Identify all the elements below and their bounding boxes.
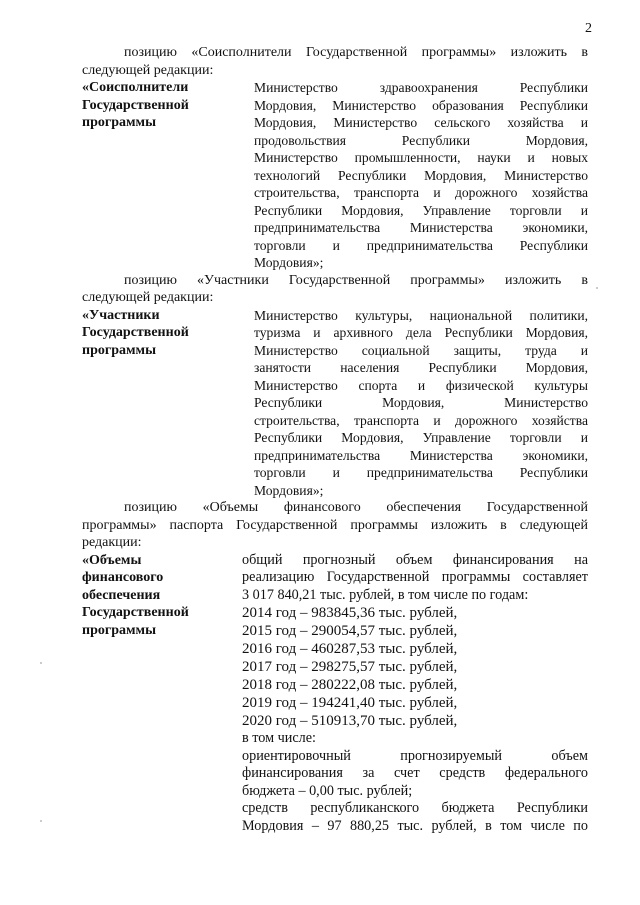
label-line: «Участники: [82, 307, 160, 323]
intro-line: позицию «Объемы финансового обеспечения Государственной: [124, 500, 588, 515]
funding-year-line: 2018 год – 280222,08 тыс. рублей,: [242, 677, 458, 693]
intro-line: позицию «Участники Государственной программы» изложить в: [124, 272, 588, 288]
participants-label: [82, 307, 254, 500]
value-line: Мордовия»;: [254, 255, 324, 270]
value-line: предпринимательства Министерства экономики,: [254, 447, 588, 463]
value-line: Республики Мордовия, Министерство: [254, 395, 588, 410]
label-line: финансового: [82, 570, 164, 585]
intro-line: следующей редакции:: [82, 290, 214, 305]
value-line: Министерство промышленности, науки и новых: [254, 150, 588, 165]
value-line: занятости населения Республики Мордовия,: [254, 360, 588, 375]
label-line: Государственной: [82, 97, 189, 113]
value-line: туризма и архивного дела Республики Мордовия,: [254, 325, 588, 340]
co-executors-value: [254, 79, 588, 272]
co-executors-label: [82, 79, 254, 272]
federal-line: ориентировочный прогнозируемый объем: [242, 747, 588, 764]
value-line: торговли и предпринимательства Республики: [254, 465, 588, 480]
value-line: Министерство спорта и физической культуры: [254, 377, 588, 393]
label-line: Государственной: [82, 605, 189, 620]
value-line: Республики Мордовия, Управление торговли и: [254, 202, 588, 218]
funding-year-line: 2020 год – 510913,70 тыс. рублей,: [242, 713, 458, 729]
scan-speck: [40, 662, 42, 664]
intro-line: редакции:: [82, 535, 142, 550]
value-line: строительства, транспорта и дорожного хозяйства: [254, 185, 588, 200]
document-content: [82, 44, 588, 835]
scan-speck: [40, 820, 42, 822]
intro-line: программы» паспорта Государственной программы изложить в следующей: [82, 517, 588, 533]
section-funding-intro: [82, 499, 588, 552]
intro-line: следующей редакции:: [82, 62, 214, 78]
value-line: торговли и предпринимательства Республики: [254, 237, 588, 253]
value-line: Министерство социальной защиты, труда и: [254, 342, 588, 358]
page-number: 2: [585, 21, 592, 36]
label-line: программы: [82, 622, 156, 638]
value-line: Мордовия, Министерство образования Республики: [254, 97, 588, 113]
value-line: предпринимательства Министерства экономики,: [254, 220, 588, 235]
label-line: «Соисполнители: [82, 80, 189, 95]
intro-line: позицию «Соисполнители Государственной программы» изложить в: [124, 45, 588, 60]
scan-speck: [596, 287, 598, 289]
label-line: обеспечения: [82, 587, 161, 603]
value-line: строительства, транспорта и дорожного хозяйства: [254, 412, 588, 428]
value-line: реализацию Государственной программы составляет: [242, 569, 588, 585]
federal-line: финансирования за счет средств федерального: [242, 765, 588, 781]
value-line: общий прогнозный объем финансирования на: [242, 551, 588, 568]
value-line: технологий Республики Мордовия, Министерство: [254, 167, 588, 183]
participants-value: [254, 307, 588, 500]
funding-year-line: 2017 год – 298275,57 тыс. рублей,: [242, 659, 458, 675]
section-co-executors: [82, 79, 588, 272]
value-line: Министерство здравоохранения Республики: [254, 80, 588, 95]
label-line: программы: [82, 342, 156, 358]
republic-line: средств республиканского бюджета Республики: [242, 800, 588, 816]
section-participants: [82, 307, 588, 500]
funding-year-line: 2019 год – 194241,40 тыс. рублей,: [242, 695, 458, 711]
section-co-executors-intro: [82, 44, 588, 79]
republic-line: Мордовия – 97 880,25 тыс. рублей, в том числе по: [242, 817, 588, 834]
label-line: программы: [82, 115, 156, 130]
funding-label: [82, 552, 242, 836]
value-line: Мордовия»;: [254, 482, 324, 498]
value-line: Мордовия, Министерство сельского хозяйства и: [254, 115, 588, 130]
federal-line: бюджета – 0,00 тыс. рублей;: [242, 782, 413, 799]
funding-total-line: 3 017 840,21 тыс. рублей, в том числе по годам:: [242, 586, 529, 603]
funding-year-line: 2015 год – 290054,57 тыс. рублей,: [242, 623, 458, 639]
value-line: Республики Мордовия, Управление торговли и: [254, 430, 588, 445]
funding-value: [242, 552, 588, 836]
value-line: Министерство культуры, национальной политики,: [254, 307, 588, 323]
section-participants-intro: [82, 272, 588, 307]
label-line: «Объемы: [82, 552, 142, 568]
value-line: продовольствия Республики Мордовия,: [254, 132, 588, 148]
section-funding: [82, 552, 588, 836]
label-line: Государственной: [82, 325, 189, 340]
including-line: в том числе:: [242, 730, 316, 746]
funding-year-line: 2016 год – 460287,53 тыс. рублей,: [242, 641, 458, 657]
funding-year-line: 2014 год – 983845,36 тыс. рублей,: [242, 605, 458, 621]
